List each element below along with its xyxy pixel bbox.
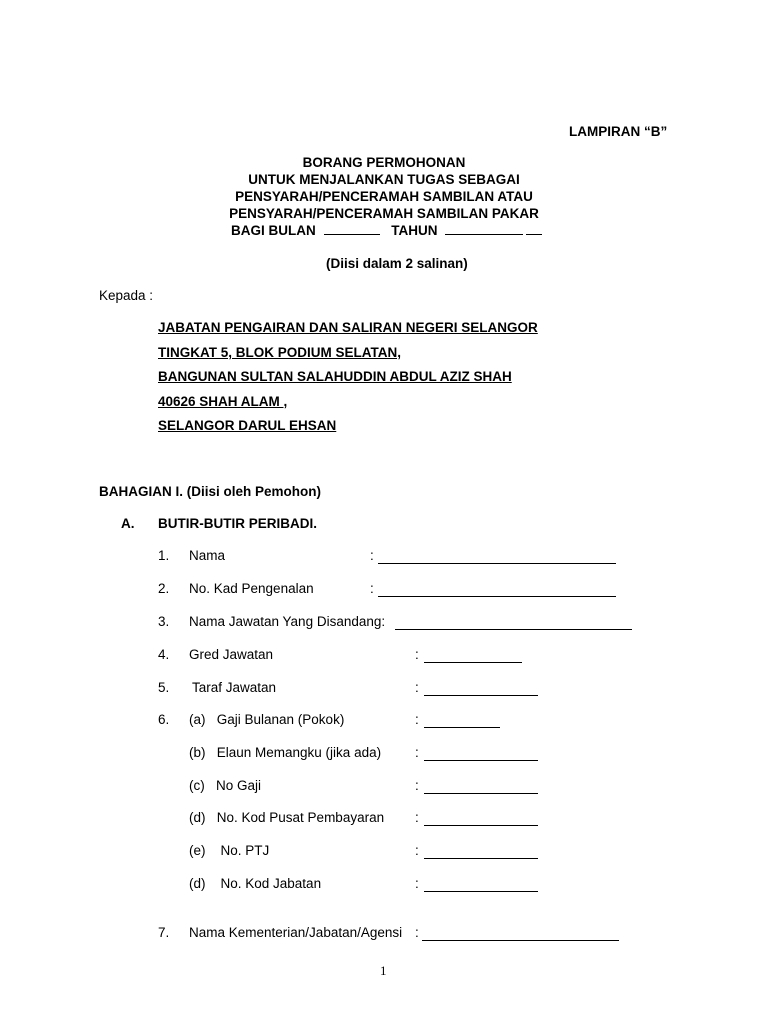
- field-2-blank[interactable]: [378, 584, 616, 597]
- recipient-line-3: BANGUNAN SULTAN SALAHUDDIN ABDUL AZIZ SHAH: [158, 369, 512, 384]
- field-1-blank[interactable]: [378, 551, 616, 564]
- bulan-label: BAGI BULAN: [231, 223, 316, 238]
- field-3-label: Nama Jawatan Yang Disandang:: [189, 614, 386, 629]
- field-6f-label: (d) No. Kod Jabatan: [189, 876, 322, 891]
- recipient-line-4: 40626 SHAH ALAM ,: [158, 394, 288, 409]
- section-heading: BAHAGIAN I. (Diisi oleh Pemohon): [99, 484, 322, 499]
- field-6f-blank[interactable]: [424, 879, 538, 892]
- title-line-1: BORANG PERMOHONAN: [302, 155, 466, 170]
- recipient-line-1: JABATAN PENGAIRAN DAN SALIRAN NEGERI SELANGOR: [158, 320, 538, 335]
- field-6c-blank[interactable]: [424, 781, 538, 794]
- field-5-label: Taraf Jawatan: [192, 680, 277, 695]
- field-6a-label: (a) Gaji Bulanan (Pokok): [189, 712, 345, 727]
- field-6a-blank[interactable]: [424, 715, 500, 728]
- field-5-blank[interactable]: [424, 683, 538, 696]
- field-4-label: Gred Jawatan: [189, 647, 274, 662]
- field-6c-colon: :: [415, 778, 419, 793]
- subsection-letter: A.: [121, 516, 135, 531]
- tahun-label: TAHUN: [391, 223, 438, 238]
- field-4-colon: :: [415, 647, 419, 662]
- field-6e-blank[interactable]: [424, 846, 538, 859]
- field-6e-label: (e) No. PTJ: [189, 843, 270, 858]
- field-6b-label: (b) Elaun Memangku (jika ada): [189, 745, 382, 760]
- tahun-blank[interactable]: [445, 222, 523, 235]
- field-1-label: Nama: [189, 548, 226, 563]
- field-5-colon: :: [415, 680, 419, 695]
- field-6c-label: (c) No Gaji: [189, 778, 262, 793]
- field-6f-colon: :: [415, 876, 419, 891]
- field-3-number: 3.: [158, 614, 170, 629]
- field-2-number: 2.: [158, 581, 170, 596]
- field-6b-colon: :: [415, 745, 419, 760]
- bulan-tahun-line: [231, 222, 542, 238]
- field-6d-colon: :: [415, 810, 419, 825]
- field-5-number: 5.: [158, 680, 170, 695]
- field-4-blank[interactable]: [424, 650, 522, 663]
- field-6a-colon: :: [415, 712, 419, 727]
- recipient-line-5: SELANGOR DARUL EHSAN: [158, 418, 337, 433]
- field-6d-label: (d) No. Kod Pusat Pembayaran: [189, 810, 385, 825]
- field-7-blank[interactable]: [422, 928, 619, 941]
- field-1-colon: :: [370, 548, 374, 563]
- title-line-2: UNTUK MENJALANKAN TUGAS SEBAGAI: [248, 172, 520, 187]
- title-line-3: PENSYARAH/PENCERAMAH SAMBILAN ATAU: [235, 189, 533, 204]
- subsection-title: BUTIR-BUTIR PERIBADI.: [158, 516, 317, 531]
- tahun-blank-2[interactable]: [526, 222, 542, 235]
- field-7-number: 7.: [158, 925, 170, 940]
- lampiran-label: LAMPIRAN “B”: [569, 124, 668, 139]
- field-6d-blank[interactable]: [424, 813, 538, 826]
- field-6b-blank[interactable]: [424, 748, 538, 761]
- field-3-blank[interactable]: [395, 617, 632, 630]
- field-7-colon: :: [415, 925, 419, 940]
- recipient-line-2: TINGKAT 5, BLOK PODIUM SELATAN,: [158, 345, 401, 360]
- page-number: 1: [380, 963, 387, 978]
- field-4-number: 4.: [158, 647, 170, 662]
- title-line-4: PENSYARAH/PENCERAMAH SAMBILAN PAKAR: [229, 206, 539, 221]
- field-6e-colon: :: [415, 843, 419, 858]
- kepada-label: Kepada :: [99, 288, 154, 303]
- field-2-label: No. Kad Pengenalan: [189, 581, 314, 596]
- field-2-colon: :: [370, 581, 374, 596]
- form-title: [0, 154, 768, 222]
- field-7-label: Nama Kementerian/Jabatan/Agensi: [189, 925, 403, 940]
- bulan-blank[interactable]: [324, 222, 380, 235]
- field-6-number: 6.: [158, 712, 170, 727]
- copies-note: (Diisi dalam 2 salinan): [326, 256, 468, 271]
- field-1-number: 1.: [158, 548, 170, 563]
